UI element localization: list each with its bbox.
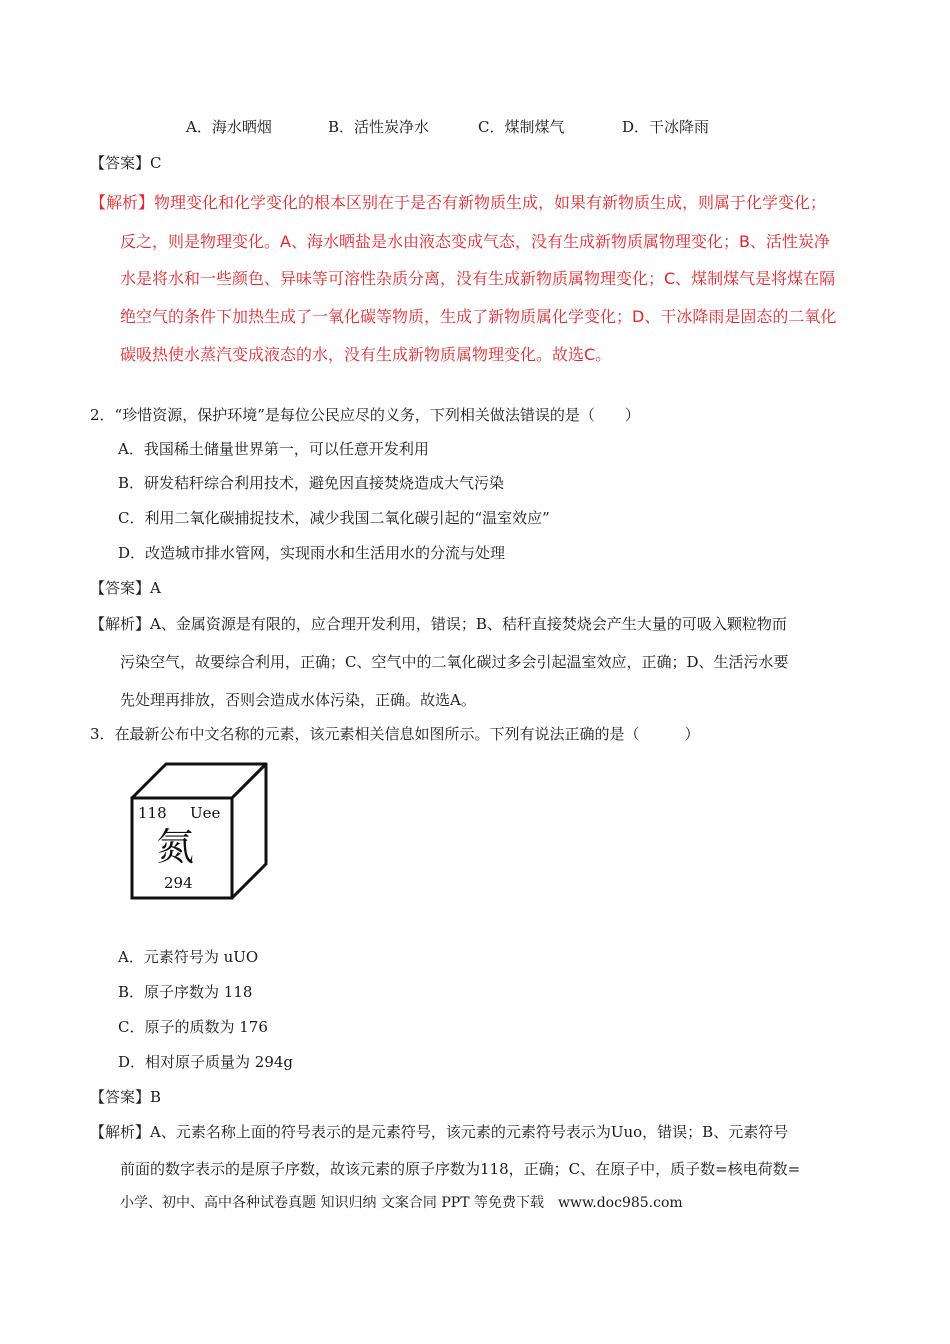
q2-explanation-line-1: 【解析】A、金属资源是有限的，应合理开发利用，错误；B、秸秆直接焚烧会产生大量的可吸入颗粒物而 [90,615,787,633]
q2-option-d: D．改造城市排水管网，实现雨水和生活用水的分流与处理 [118,544,506,562]
q3-option-b: B．原子序数为 118 [118,983,253,1001]
q1-explanation-line-3: 水是将水和一些颜色、异味等可溶性杂质分离，没有生成新物质属物理变化；C、煤制煤气是将煤在隔 [120,269,836,288]
q1-option-c: C．煤制煤气 [478,118,565,136]
q2-explanation-line-3: 先处理再排放，否则会造成水体污染，正确。故选A。 [120,691,476,709]
q1-explanation-line-4: 绝空气的条件下加热生成了一氧化碳等物质，生成了新物质属化学变化；D、干冰降雨是固态的二氧化 [120,307,837,326]
q3-explanation-line-2: 前面的数字表示的是原子序数，故该元素的原子序数为118，正确；C、在原子中，质子数=核电荷数= [120,1160,801,1178]
q3-option-d: D．相对原子质量为 294g [118,1053,294,1071]
q3-stem: 3．在最新公布中文名称的元素，该元素相关信息如图所示。下列有说法正确的是（ ） [90,725,700,743]
q2-answer: 【答案】A [90,579,161,597]
q3-option-a: A．元素符号为 uUO [118,948,259,966]
element-atomic-mass: 294 [164,874,193,892]
element-symbol: Uee [190,804,221,822]
q1-option-d: D．干冰降雨 [622,118,710,136]
q2-option-c: C．利用二氧化碳捕捉技术，减少我国二氧化碳引起的“温室效应” [118,509,550,527]
q2-explanation-line-2: 污染空气，故要综合利用，正确；C、空气中的二氧化碳过多会引起温室效应，正确；D、生活污水要 [120,653,789,671]
q2-option-a: A．我国稀土储量世界第一，可以任意开发利用 [118,440,429,458]
element-atomic-number: 118 [138,804,167,822]
q1-option-a: A．海水晒烟 [186,118,272,136]
q2-option-b: B．研发秸秆综合利用技术，避免因直接焚烧造成大气污染 [118,474,505,492]
q1-explanation-line-1: 【解析】物理变化和化学变化的根本区别在于是否有新物质生成，如果有新物质生成，则属于化学变化； [90,193,827,212]
q3-explanation-line-1: 【解析】A、元素名称上面的符号表示的是元素符号，该元素的元素符号表示为Uuo，错误；B、元素符号 [90,1123,789,1141]
q1-explanation-line-2: 反之，则是物理变化。A、海水晒盐是水由液态变成气态，没有生成新物质属物理变化；B、活性炭净 [120,232,830,251]
q1-answer: 【答案】C [90,154,162,172]
element-cube-figure [130,762,270,902]
element-cube-icon [130,762,270,902]
q1-option-b: B．活性炭净水 [328,118,430,136]
q3-option-c: C．原子的质数为 176 [118,1018,268,1036]
element-chinese-name: 氮 [156,825,195,869]
q2-stem: 2．“珍惜资源，保护环境”是每位公民应尽的义务，下列相关做法错误的是（ ） [90,406,640,424]
q1-explanation-line-5: 碳吸热使水蒸汽变成液态的水，没有生成新物质属物理变化。故选C。 [120,345,612,364]
page-footer: 小学、初中、高中各种试卷真题 知识归纳 文案合同 PPT 等免费下载 www.doc985.com [120,1195,683,1211]
q3-answer: 【答案】B [90,1088,162,1106]
